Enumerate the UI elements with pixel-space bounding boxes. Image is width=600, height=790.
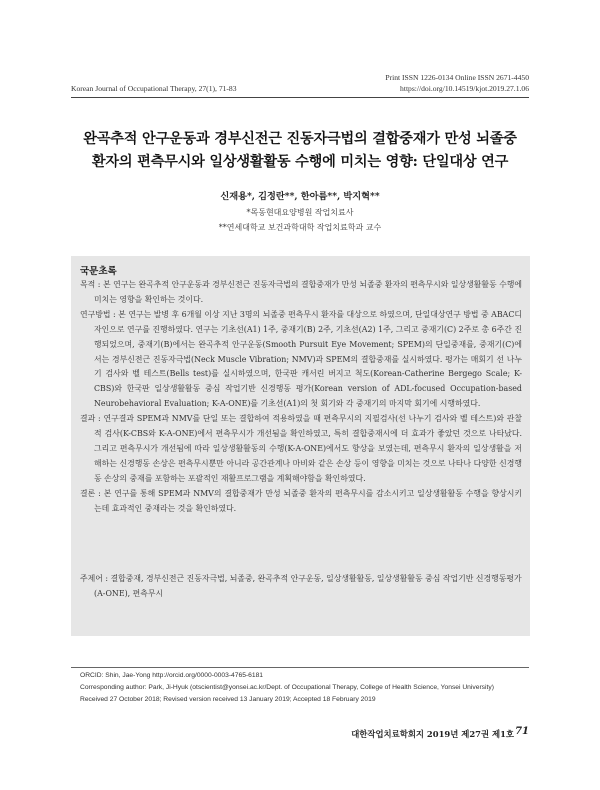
affiliation-1: *목동현대요양병원 작업치료사 bbox=[246, 208, 354, 217]
header-divider bbox=[71, 97, 529, 98]
abstract-results: 결과 : 연구결과 SPEM과 NMV를 단일 또는 결합하여 적용하였을 때 편측무시의 지필검사(선 나누기 검사와 벨 테스트)와 관찰적 검사(K-CBS와 K-A-ONE)에서 편측무시가 개선됨을 확인하였고, 특히 결합중재시에 더 효과가 좋았던 것으로 나타났다. 그리고 편측무시가 개선됨에 따라 일상생활활동의 수행(K-A-ONE)에서도 향상을 보였는데, 편측무시 환자의 일상생활을 저해하는 신경행동 손상은 편측무시뿐만 아니라 공간관계나 마비와 같은 손상 등이 영향을 미치는 것으로 나타나 다양한 신경행동 손상의 중재를 포함하는 포괄적인 재활프로그램을 계획해야함을 확인하였다. bbox=[80, 414, 522, 483]
issn-line: Print ISSN 1226-0134 Online ISSN 2671-4450 bbox=[385, 73, 529, 82]
doi-link[interactable]: https://doi.org/10.14519/kjot.2019.27.1.06 bbox=[400, 84, 529, 93]
author-list: 신재용*, 김정란**, 한아름**, 박지혁** bbox=[220, 191, 380, 202]
keywords: 주제어 : 결합중재, 경부신전근 진동자극법, 뇌졸중, 완곡추적 안구운동, 일상생활활동, 일상생활활동 중심 작업기반 신경행동평가(A-ONE), 편측무시 bbox=[80, 574, 522, 598]
abstract-body bbox=[80, 278, 522, 517]
abstract-purpose: 목적 : 본 연구는 완곡추적 안구운동과 경부신전근 진동자극법의 결합중재가 만성 뇌졸중 환자의 편측무시와 일상생활활동 수행에 미치는 영향을 확인하는 것이다. bbox=[80, 280, 522, 304]
orcid-footnote: ORCID: Shin, Jae-Yong http://orcid.org/0000-0003-4765-6181 bbox=[80, 672, 264, 679]
abstract-methods: 연구방법 : 본 연구는 발병 후 6개월 이상 지난 3명의 뇌졸중 편측무시 환자를 대상으로 하였으며, 단일대상연구 방법 중 ABAC디자인으로 연구를 진행하였다. 연구는 기초선(A1) 1주, 중재기(B) 2주, 기초선(A2) 1주, 그리고 중재기(C) 2주로 총 6주간 진행되었으며, 중재기(B)에서는 완곡추적 안구운동(Smooth Pursuit Eye Movement; SPEM)의 단일중재를, 중재기(C)에서는 경부신전근 진동자극법(Neck Muscle Vibration; NMV)과 SPEM의 결합중재를 실시하였다. 평가는 매회기 선 나누기 검사와 벨 테스트(Bells test)를 실시하였으며, 한국판 캐서린 버지고 척도(Korean-Catherine Bergego Scale; K-CBS)와 한국판 일상생활활동 중심 작업기반 신경행동 평가(Korean version of ADL-focused Occupation-based Neurobehavioral Evaluation; K-A-ONE)를 기초선(A1)의 첫 회기와 각 중재기의 마지막 회기에 시행하였다. bbox=[80, 309, 522, 409]
page-number: 71 bbox=[515, 726, 529, 737]
abstract-conclusion: 결론 : 본 연구를 통해 SPEM과 NMV의 결합중재가 만성 뇌졸중 환자의 편측무시를 감소시키고 일상생활활동 수행을 향상시키는데 효과적인 중재라는 것을 확인하였다. bbox=[80, 488, 522, 513]
paper-title-line-1: 완곡추적 안구운동과 경부신전근 진동자극법의 결합중재가 만성 뇌졸중 bbox=[83, 131, 517, 147]
corresponding-author-footnote: Corresponding author: Park, Ji-Hyuk (otscientist@yonsei.ac.kr/Dept. of Occupational Therapy, College of Health Science, Yonsei University) bbox=[80, 684, 494, 691]
footnote-divider bbox=[71, 667, 529, 668]
abstract-heading: 국문초록 bbox=[80, 266, 117, 277]
journal-citation: Korean Journal of Occupational Therapy, 27(1), 71-83 bbox=[71, 84, 237, 93]
received-dates-footnote: Received 27 October 2018; Revised version received 13 January 2019; Accepted 18 February 2019 bbox=[80, 696, 376, 703]
affiliation-2: **연세대학교 보건과학대학 작업치료학과 교수 bbox=[218, 223, 382, 232]
footer-journal: 대한작업치료학회지 2019년 제27권 제1호 bbox=[351, 729, 514, 739]
paper-title-line-2: 환자의 편측무시와 일상생활활동 수행에 미치는 영향: 단일대상 연구 bbox=[91, 154, 509, 170]
